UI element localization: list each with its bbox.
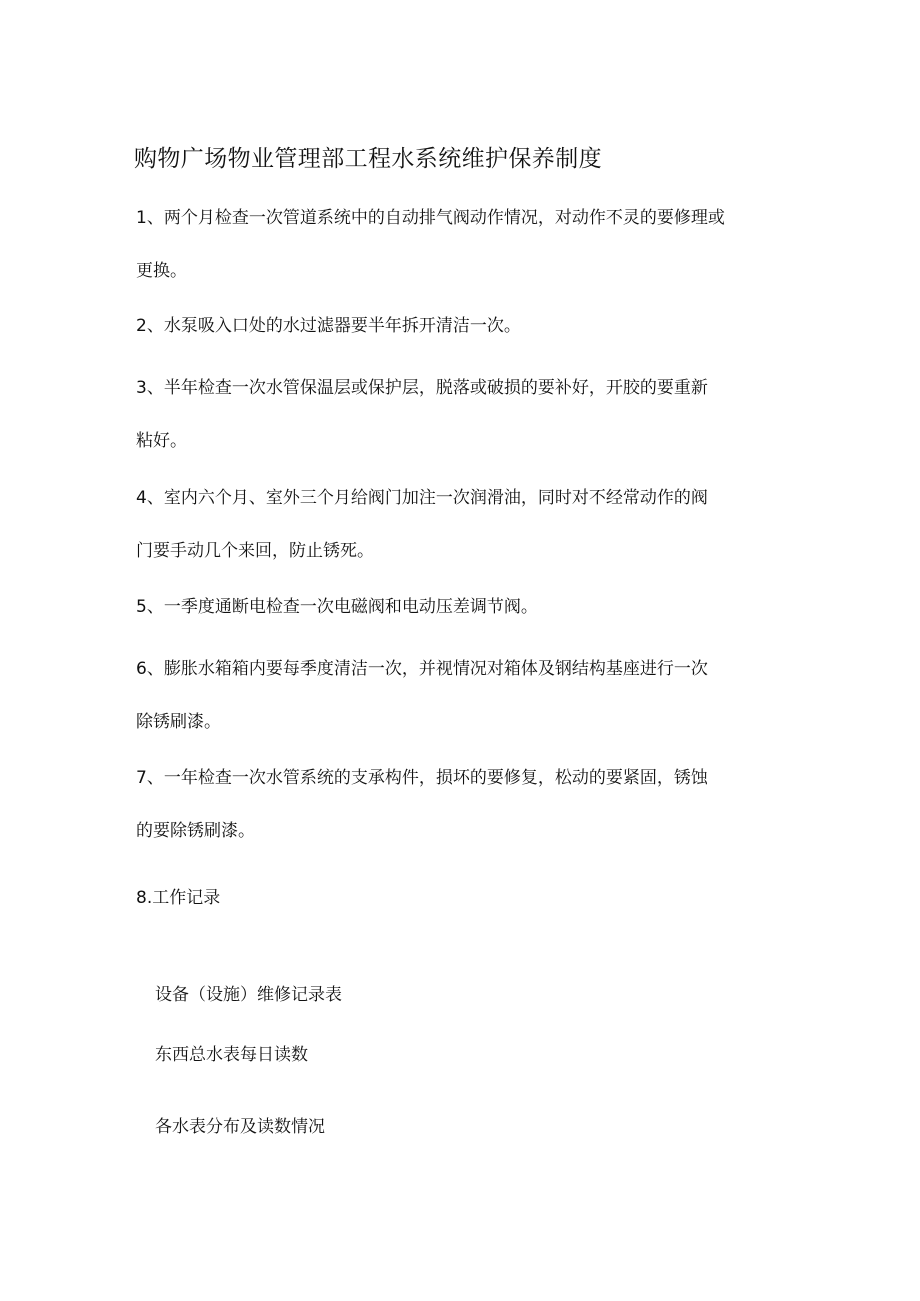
item-7-line-1: 7、一年检查一次水管系统的支承构件，损坏的要修复，松动的要紧固，锈蚀: [136, 768, 708, 788]
item-7-line-2: 的要除锈刷漆。: [136, 821, 255, 841]
record-daily-meter-reading: 东西总水表每日读数: [155, 1045, 308, 1065]
item-2: [136, 300, 776, 353]
record-meter-distribution: 各水表分布及读数情况: [155, 1117, 325, 1137]
item-4: [136, 472, 776, 578]
record-maintenance-log: 设备（设施）维修记录表: [155, 985, 342, 1005]
item-2-line-1: 2、水泵吸入口处的水过滤器要半年拆开清洁一次。: [136, 316, 521, 336]
item-6-line-2: 除锈刷漆。: [136, 712, 221, 732]
item-1-line-1: 1、两个月检查一次管道系统中的自动排气阀动作情况，对动作不灵的要修理或: [136, 208, 725, 228]
item-8-line-1: 8.工作记录: [136, 888, 221, 908]
item-6: [136, 643, 776, 749]
item-4-line-1: 4、室内六个月、室外三个月给阀门加注一次润滑油，同时对不经常动作的阀: [136, 488, 708, 508]
document-title: 购物广场物业管理部工程水系统维护保养制度: [134, 146, 602, 172]
item-3: [136, 362, 776, 468]
item-4-line-2: 门要手动几个来回，防止锈死。: [136, 541, 374, 561]
item-5: [136, 581, 776, 634]
item-1: [136, 192, 776, 298]
item-6-line-1: 6、膨胀水箱箱内要每季度清洁一次，并视情况对箱体及钢结构基座进行一次: [136, 659, 708, 679]
item-1-line-2: 更换。: [136, 261, 187, 281]
item-3-line-2: 粘好。: [136, 431, 187, 451]
item-3-line-1: 3、半年检查一次水管保温层或保护层，脱落或破损的要补好，开胶的要重新: [136, 378, 708, 398]
item-5-line-1: 5、一季度通断电检查一次电磁阀和电动压差调节阀。: [136, 597, 538, 617]
item-7: [136, 752, 776, 858]
item-8: [136, 872, 776, 925]
